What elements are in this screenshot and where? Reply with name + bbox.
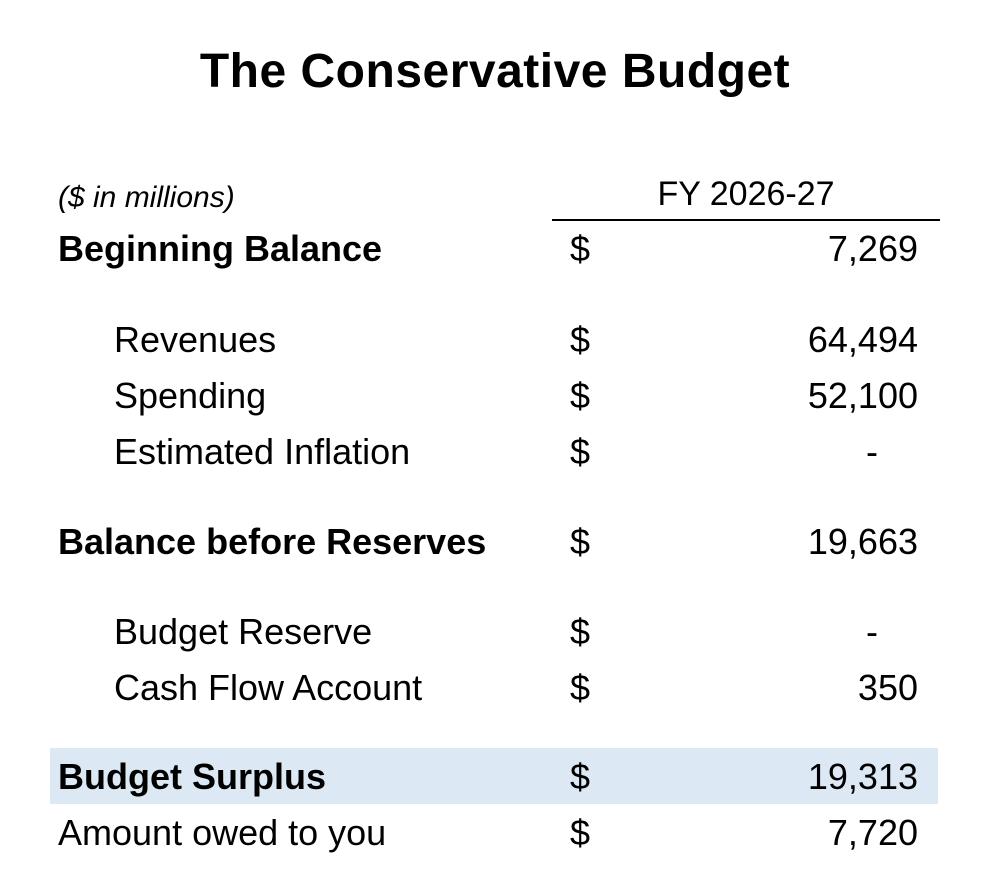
row-label: Budget Reserve <box>114 611 373 652</box>
row-estimated-inflation <box>0 427 990 477</box>
row-label: Cash Flow Account <box>114 667 423 708</box>
row-value: - <box>866 431 878 472</box>
column-header-underline <box>552 219 940 221</box>
row-value: - <box>866 611 878 652</box>
units-note: ($ in millions) <box>58 181 235 214</box>
currency-symbol: $ <box>570 375 591 416</box>
currency-symbol: $ <box>570 812 591 853</box>
row-label: Revenues <box>114 319 277 360</box>
currency-symbol: $ <box>570 667 591 708</box>
row-balance-before-reserves <box>0 517 990 567</box>
row-label: Spending <box>114 375 267 416</box>
currency-symbol: $ <box>570 431 591 472</box>
row-value: 7,720 <box>827 812 918 853</box>
row-budget-surplus <box>0 752 990 802</box>
row-label: Estimated Inflation <box>114 431 411 472</box>
row-label: Balance before Reserves <box>58 521 487 562</box>
currency-symbol: $ <box>570 756 591 797</box>
currency-symbol: $ <box>570 228 591 269</box>
page-title: The Conservative Budget <box>199 45 791 98</box>
row-value: 52,100 <box>807 375 918 416</box>
row-cash-flow-account <box>0 663 990 713</box>
row-spending <box>0 371 990 421</box>
row-budget-reserve <box>0 607 990 657</box>
row-amount-owed-to-you <box>0 808 990 858</box>
row-value: 7,269 <box>827 228 918 269</box>
row-value: 19,663 <box>807 521 918 562</box>
currency-symbol: $ <box>570 611 591 652</box>
row-value: 19,313 <box>807 756 918 797</box>
row-revenues <box>0 315 990 365</box>
currency-symbol: $ <box>570 521 591 562</box>
row-beginning-balance <box>0 224 990 274</box>
row-label: Beginning Balance <box>58 228 383 269</box>
column-header: FY 2026-27 <box>657 175 835 213</box>
currency-symbol: $ <box>570 319 591 360</box>
row-label: Amount owed to you <box>58 812 387 853</box>
row-label: Budget Surplus <box>58 756 326 797</box>
row-value: 350 <box>857 667 918 708</box>
row-value: 64,494 <box>807 319 918 360</box>
